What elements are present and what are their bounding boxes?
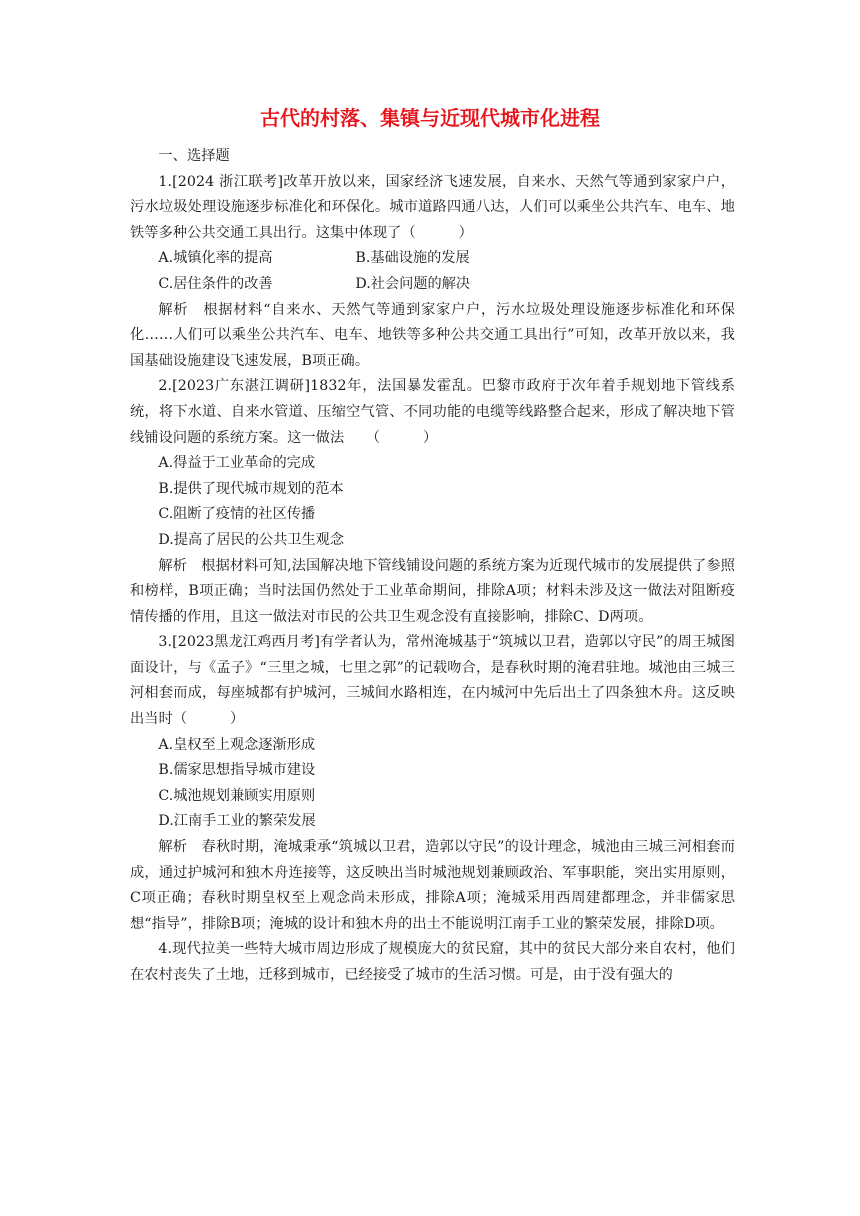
question-1-option-a: A.城镇化率的提高 <box>158 250 273 267</box>
question-1-analysis: 解析 根据材料“自来水、天然气等通到家家户户，污水垃圾处理设施逐步标准化和环保化……人们可以乘坐公共汽车、电车、地铁等多种公共交通工具出行”可知，改革开放以来，我国基础设施建设飞速发展，B项正确。 <box>130 301 735 369</box>
question-2-option-a: A.得益于工业革命的完成 <box>158 455 316 472</box>
question-3-option-d: D.江南手工业的繁荣发展 <box>158 813 316 830</box>
question-3-option-b: B.儒家思想指导城市建设 <box>158 762 316 779</box>
question-3-analysis: 解析 春秋时期，淹城秉承“筑城以卫君，造郭以守民”的设计理念，城池由三城三河相套而成，通过护城河和独木舟连接等，这反映出当时城池规划兼顾政治、军事职能，突出实用原则，C项正确；春秋时期皇权至上观念尚未形成，排除A项；淹城采用西周建都理念，并非儒家思想“指导”，排除B项；淹城的设计和独木舟的出土不能说明江南手工业的繁荣发展，排除D项。 <box>130 839 735 932</box>
question-1-options-row-2 <box>130 272 735 298</box>
document-body <box>130 144 735 989</box>
question-3-option-c: C.城池规划兼顾实用原则 <box>158 787 316 804</box>
question-2-analysis: 解析 根据材料可知,法国解决地下管线铺设问题的系统方案为近现代城市的发展提供了参照和榜样，B项正确；当时法国仍然处于工业革命期间，排除A项；材料未涉及这一做法对阻断疫情传播的作用，且这一做法对市民的公共卫生观念没有直接影响，排除C、D两项。 <box>130 557 735 625</box>
question-2-option-b: B.提供了现代城市规划的范本 <box>158 480 344 497</box>
question-2-option-d: D.提高了居民的公共卫生观念 <box>158 531 345 548</box>
question-4-stem: 4.现代拉美一些特大城市周边形成了规模庞大的贫民窟，其中的贫民大部分来自农村，他们在农村丧失了土地，迁移到城市，已经接受了城市的生活习惯。可是，由于没有强大的 <box>130 941 735 983</box>
question-1-stem: 1.[2024 浙江联考]改革开放以来，国家经济飞速发展，自来水、天然气等通到家家户户，污水垃圾处理设施逐步标准化和环保化。城市道路四通八达，人们可以乘坐公共汽车、电车、地铁等多种公共交通工具出行。这集中体现了（ ） <box>130 173 735 241</box>
section-heading: 一、选择题 <box>158 148 230 164</box>
question-2-stem: 2.[2023广东湛江调研]1832年，法国暴发霍乱。巴黎市政府于次年着手规划地下管线系统，将下水道、自来水管道、压缩空气管、不同功能的电缆等线路整合起来，形成了解决地下管线铺设问题的系统方案。这一做法 （ ） <box>130 378 735 446</box>
question-1-option-d: D.社会问题的解决 <box>355 275 471 292</box>
question-2-option-c: C.阻断了疫情的社区传播 <box>158 506 316 523</box>
question-1-option-c: C.居住条件的改善 <box>158 275 273 292</box>
question-1-option-b: B.基础设施的发展 <box>355 250 470 267</box>
question-1-options-row-1 <box>130 246 735 272</box>
page-title: 古代的村落、集镇与近现代城市化进程 <box>260 106 600 130</box>
question-3-option-a: A.皇权至上观念逐渐形成 <box>158 736 316 753</box>
question-3-stem: 3.[2023黑龙江鸡西月考]有学者认为，常州淹城基于“筑城以卫君，造郭以守民”的周王城图面设计，与《孟子》“三里之城，七里之郭”的记载吻合，是春秋时期的淹君驻地。城池由三城三河相套而成，每座城都有护城河，三城间水路相连，在内城河中先后出土了四条独木舟。这反映出当时（ ） <box>130 634 735 728</box>
